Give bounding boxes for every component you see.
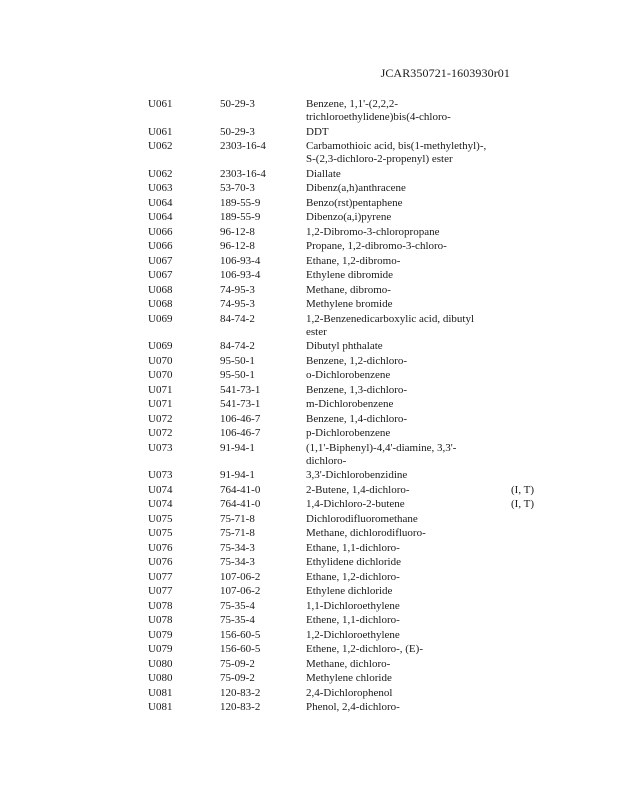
cas-number: 541-73-1: [220, 383, 261, 396]
substance-name: Dibenzo(a,i)pyrene: [306, 211, 392, 223]
table-row: [0, 629, 624, 642]
substance-name: Dibutyl phthalate: [306, 340, 383, 352]
substance-name: Carbamothioic acid, bis(1-methylethyl)-, S-(2,3-dichloro-2-propenyl) ester: [306, 140, 487, 165]
waste-code: U079: [148, 628, 173, 641]
table-row: [0, 240, 624, 253]
table-row: [0, 600, 624, 613]
waste-code: U080: [148, 672, 173, 684]
table-row: [0, 427, 624, 440]
waste-code: U062: [148, 167, 173, 180]
waste-code: U073: [148, 441, 173, 454]
waste-code: U061: [148, 125, 173, 138]
table-row: [0, 140, 624, 166]
waste-code: U068: [148, 283, 173, 296]
substance-name: o-Dichlorobenzene: [306, 369, 391, 381]
substance-name: m-Dichlorobenzene: [306, 398, 394, 410]
cas-number: 106-46-7: [220, 412, 261, 425]
substance-name: Ethane, 1,2-dichloro-: [306, 570, 400, 583]
cas-number: 189-55-9: [220, 211, 261, 223]
table-row: [0, 571, 624, 584]
waste-code: U074: [148, 498, 173, 510]
cas-number: 74-95-3: [220, 283, 255, 296]
waste-code: U073: [148, 469, 173, 481]
table-row: [0, 126, 624, 139]
cas-number: 106-93-4: [220, 269, 261, 281]
substance-name: (1,1'-Biphenyl)-4,4'-diamine, 3,3'-dichloro-: [306, 441, 457, 467]
document-id-header: JCAR350721-1603930r01: [380, 66, 510, 80]
table-row: [0, 556, 624, 569]
table-row: [0, 182, 624, 195]
substance-name: Methylene chloride: [306, 672, 392, 684]
waste-code: U064: [148, 196, 173, 209]
table-row: [0, 542, 624, 555]
waste-code: U066: [148, 240, 173, 252]
table-row: [0, 413, 624, 426]
cas-number: 541-73-1: [220, 398, 261, 410]
waste-code: U078: [148, 614, 173, 626]
table-row: [0, 687, 624, 700]
substance-name: Methane, dibromo-: [306, 283, 391, 296]
table-row: [0, 614, 624, 627]
substance-name: Benzene, 1,3-dichloro-: [306, 383, 408, 396]
waste-code: U072: [148, 412, 173, 425]
waste-code: U074: [148, 483, 173, 496]
cas-number: 120-83-2: [220, 686, 261, 699]
cas-number: 95-50-1: [220, 354, 255, 367]
table-row: [0, 469, 624, 482]
substance-name: Propane, 1,2-dibromo-3-chloro-: [306, 240, 447, 252]
substance-name: Dichlorodifluoromethane: [306, 512, 418, 525]
waste-code: U078: [148, 599, 173, 612]
waste-code: U077: [148, 585, 173, 597]
table-row: [0, 672, 624, 685]
table-row: [0, 355, 624, 368]
waste-code: U081: [148, 686, 173, 699]
table-row: [0, 98, 624, 124]
substance-name: Phenol, 2,4-dichloro-: [306, 701, 400, 713]
substance-name: Benzene, 1,1'-(2,2,2-trichloroethylidene)bis(4-chloro-: [306, 98, 451, 123]
table-row: [0, 255, 624, 268]
cas-number: 75-71-8: [220, 512, 255, 525]
waste-code: U063: [148, 182, 173, 194]
hazard-code: (I, T): [511, 483, 535, 496]
cas-number: 96-12-8: [220, 225, 255, 238]
cas-number: 106-46-7: [220, 427, 261, 439]
substance-name: Benzene, 1,4-dichloro-: [306, 412, 408, 425]
substance-name: Ethene, 1,1-dichloro-: [306, 614, 400, 626]
substance-name: DDT: [306, 125, 329, 138]
cas-number: 764-41-0: [220, 483, 261, 496]
substance-name: Diallate: [306, 167, 341, 180]
cas-number: 75-71-8: [220, 527, 255, 539]
waste-code: U070: [148, 369, 173, 381]
table-row: [0, 398, 624, 411]
waste-code: U076: [148, 541, 173, 554]
cas-number: 53-70-3: [220, 182, 255, 194]
table-row: [0, 442, 624, 468]
cas-number: 75-34-3: [220, 541, 255, 554]
substance-name: Methylene bromide: [306, 298, 393, 310]
cas-number: 95-50-1: [220, 369, 255, 381]
table-row: [0, 197, 624, 210]
waste-code: U075: [148, 527, 173, 539]
cas-number: 75-09-2: [220, 672, 255, 684]
hazardous-waste-table: [0, 98, 624, 716]
substance-name: p-Dichlorobenzene: [306, 427, 391, 439]
waste-code: U061: [148, 98, 173, 110]
table-row: [0, 384, 624, 397]
substance-name: Methane, dichlorodifluoro-: [306, 527, 426, 539]
cas-number: 84-74-2: [220, 312, 255, 325]
waste-code: U075: [148, 512, 173, 525]
cas-number: 74-95-3: [220, 298, 255, 310]
substance-name: 1,2-Benzenedicarboxylic acid, dibutyl ester: [306, 312, 474, 338]
table-row: [0, 658, 624, 671]
table-row: [0, 527, 624, 540]
cas-number: 189-55-9: [220, 196, 261, 209]
cas-number: 50-29-3: [220, 98, 255, 110]
substance-name: Benzo(rst)pentaphene: [306, 196, 403, 209]
substance-name: Ethene, 1,2-dichloro-, (E)-: [306, 643, 423, 655]
cas-number: 2303-16-4: [220, 140, 266, 152]
substance-name: Ethylidene dichloride: [306, 556, 401, 568]
table-row: [0, 298, 624, 311]
waste-code: U069: [148, 340, 173, 352]
substance-name: 3,3'-Dichlorobenzidine: [306, 469, 408, 481]
table-row: [0, 369, 624, 382]
table-row: [0, 498, 624, 511]
substance-name: Ethane, 1,2-dibromo-: [306, 254, 401, 267]
table-row: [0, 226, 624, 239]
hazard-code: (I, T): [511, 498, 535, 510]
substance-name: Ethane, 1,1-dichloro-: [306, 541, 400, 554]
cas-number: 75-34-3: [220, 556, 255, 568]
cas-number: 75-35-4: [220, 599, 255, 612]
table-row: [0, 340, 624, 353]
cas-number: 96-12-8: [220, 240, 255, 252]
waste-code: U067: [148, 254, 173, 267]
waste-code: U081: [148, 701, 173, 713]
cas-number: 107-06-2: [220, 585, 261, 597]
table-row: [0, 211, 624, 224]
waste-code: U062: [148, 140, 173, 152]
cas-number: 156-60-5: [220, 628, 261, 641]
waste-code: U071: [148, 398, 173, 410]
waste-code: U077: [148, 570, 173, 583]
table-row: [0, 168, 624, 181]
cas-number: 50-29-3: [220, 125, 255, 138]
waste-code: U064: [148, 211, 173, 223]
substance-name: Methane, dichloro-: [306, 657, 391, 670]
substance-name: 1,1-Dichloroethylene: [306, 599, 400, 612]
waste-code: U067: [148, 269, 173, 281]
substance-name: Dibenz(a,h)anthracene: [306, 182, 406, 194]
cas-number: 156-60-5: [220, 643, 261, 655]
substance-name: 2-Butene, 1,4-dichloro-: [306, 483, 410, 496]
waste-code: U072: [148, 427, 173, 439]
substance-name: 1,2-Dichloroethylene: [306, 628, 400, 641]
cas-number: 75-09-2: [220, 657, 255, 670]
cas-number: 91-94-1: [220, 469, 255, 481]
cas-number: 106-93-4: [220, 254, 261, 267]
waste-code: U066: [148, 225, 173, 238]
waste-code: U071: [148, 383, 173, 396]
waste-code: U080: [148, 657, 173, 670]
cas-number: 107-06-2: [220, 570, 261, 583]
table-row: [0, 484, 624, 497]
table-row: [0, 269, 624, 282]
cas-number: 764-41-0: [220, 498, 261, 510]
cas-number: 84-74-2: [220, 340, 255, 352]
waste-code: U068: [148, 298, 173, 310]
waste-code: U069: [148, 312, 173, 325]
table-row: [0, 643, 624, 656]
table-row: [0, 513, 624, 526]
waste-code: U070: [148, 354, 173, 367]
substance-name: 1,4-Dichloro-2-butene: [306, 498, 405, 510]
cas-number: 75-35-4: [220, 614, 255, 626]
table-row: [0, 701, 624, 714]
table-row: [0, 313, 624, 339]
substance-name: Ethylene dichloride: [306, 585, 393, 597]
waste-code: U076: [148, 556, 173, 568]
substance-name: 2,4-Dichlorophenol: [306, 686, 393, 699]
cas-number: 120-83-2: [220, 701, 261, 713]
table-row: [0, 585, 624, 598]
cas-number: 91-94-1: [220, 441, 255, 454]
substance-name: Ethylene dibromide: [306, 269, 394, 281]
substance-name: 1,2-Dibromo-3-chloropropane: [306, 225, 440, 238]
cas-number: 2303-16-4: [220, 167, 266, 180]
substance-name: Benzene, 1,2-dichloro-: [306, 354, 408, 367]
waste-code: U079: [148, 643, 173, 655]
table-row: [0, 284, 624, 297]
